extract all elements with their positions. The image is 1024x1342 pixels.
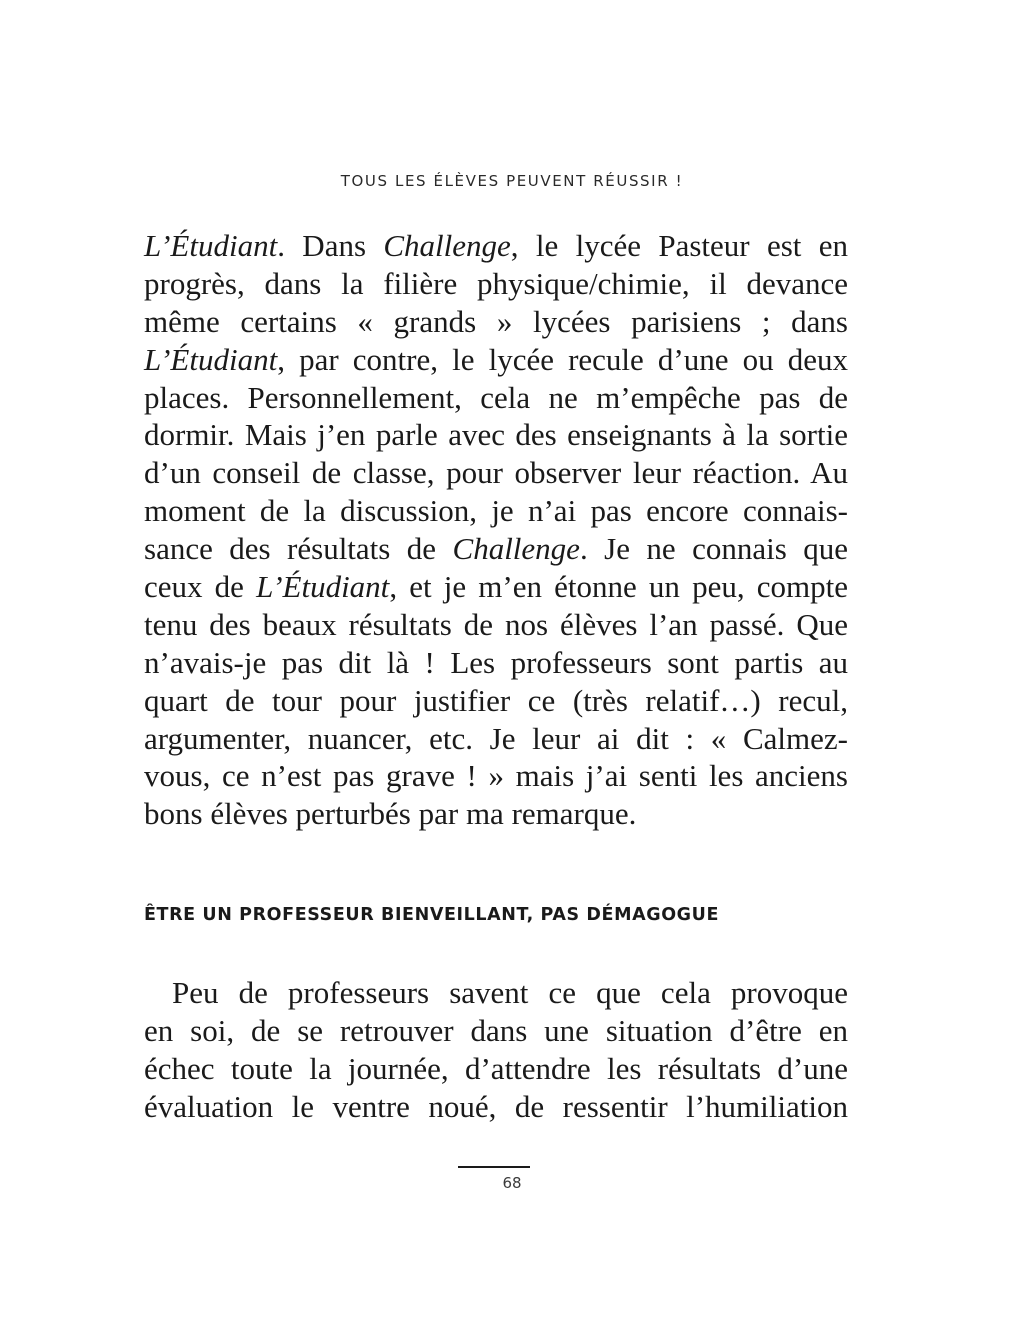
text-line: tenu des beaux résultats de nos élèves l’an passé. Que — [144, 606, 848, 642]
section-heading: ÊTRE UN PROFESSEUR BIENVEILLANT, PAS DÉMAGOGUE — [144, 905, 720, 925]
text-line: n’avais-je pas dit là ! Les professeurs sont partis au — [144, 644, 848, 680]
text-line: progrès, dans la filière physique/chimie, il devance — [144, 265, 848, 301]
text-line: dormir. Mais j’en parle avec des enseignants à la sortie — [144, 417, 848, 453]
text-run: ceux de — [144, 569, 257, 605]
text-run: . Je ne connais que — [579, 531, 848, 567]
text-line: vous, ce n’est pas grave ! » mais j’ai senti les anciens — [144, 758, 848, 794]
text-run: sance des résultats de — [144, 531, 453, 567]
text-line — [144, 227, 848, 265]
text-run: , et je m’en étonne un peu, compte — [389, 569, 849, 605]
running-header: TOUS LES ÉLÈVES PEUVENT RÉUSSIR ! — [340, 172, 684, 190]
italic-title-challenge: Challenge — [452, 531, 580, 567]
text-run: , le lycée Pasteur est en — [510, 228, 849, 263]
text-line: d’un conseil de classe, pour observer leur réaction. Au — [144, 455, 848, 491]
text-line: même certains « grands » lycées parisiens ; dans — [144, 303, 848, 339]
paragraph — [144, 974, 848, 1126]
text-run: . Dans — [277, 228, 384, 263]
text-line: Peu de professeurs savent ce que cela provoque — [172, 975, 848, 1010]
folio-rule — [458, 1166, 530, 1168]
text-line: argumenter, nuancer, etc. Je leur ai dit : « Calmez- — [144, 720, 848, 756]
text-line: en soi, de se retrouver dans une situation d’être en — [144, 1012, 848, 1048]
italic-title-challenge: Challenge — [383, 228, 511, 263]
italic-title-l-etudiant: L’Étudiant — [256, 569, 390, 605]
page-number: 68 — [502, 1174, 522, 1192]
text-run: , par contre, le lycée recule d’une ou deux — [277, 341, 848, 377]
text-line: places. Personnellement, cela ne m’empêche pas de — [144, 379, 848, 415]
text-line — [144, 341, 848, 379]
text-line — [144, 568, 848, 606]
text-line: moment de la discussion, je n’ai pas encore connais- — [144, 493, 848, 529]
text-line: quart de tour pour justifier ce (très relatif…) recul, — [144, 682, 848, 718]
text-line: échec toute la journée, d’attendre les résultats d’une — [144, 1050, 848, 1086]
italic-title-l-etudiant: L’Étudiant — [144, 341, 278, 377]
paragraph-continued — [144, 227, 848, 833]
italic-title-l-etudiant: L’Étudiant — [144, 228, 278, 263]
text-line — [144, 530, 848, 568]
text-line: évaluation le ventre noué, de ressentir l’humiliation — [144, 1088, 848, 1124]
text-line: bons élèves perturbés par ma remarque. — [144, 796, 637, 832]
